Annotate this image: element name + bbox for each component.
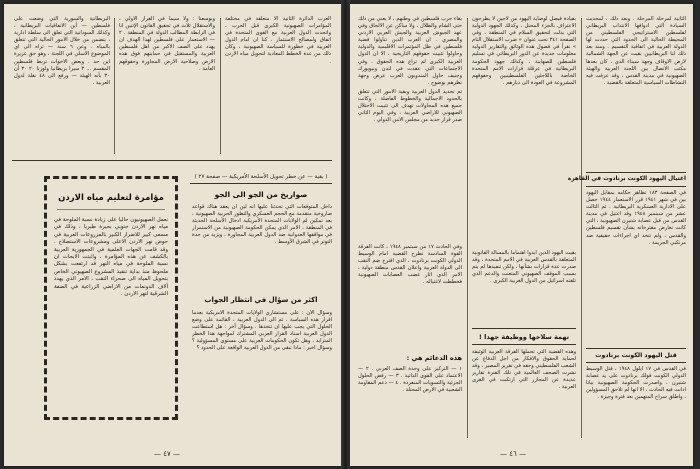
subhead-rule	[586, 362, 686, 363]
column-text: وفي الحادث ١٧ من سبتمبر ١٩٤٨ ، كانت الفرقة القوة السادسة تطرح القضية امام الوسيط الدولي الكونت برنادوت ، الذي اقترح ضم النقب الى الدولة العربية واعلان القدس منطقة دولية ، الامر الذي اثار غضب العصابات الصهيونية فخططت لاغتياله .	[358, 244, 462, 286]
column-divider	[581, 18, 582, 438]
left-top-column-middle	[119, 16, 215, 156]
banner-rule	[190, 183, 332, 184]
column-text: الثانية لمرحلة المرحلة . وبعد ذلك ، لمحديث السيادة التي ادوافها الانتداب البريطاني لفلسطين الاستراتيجي الفلسطيني من المحيطة الحالية الى الحدود التي حددت لها الدولة العربية في اتفاقية التقسيم . ومنذ بعد ذلك لنا البريطانيين بقيت عن الجهة الشمالية لارض الاوقاف وجهة سيناء الذي ، كان بعدها مكتب الاتصال بين اللجنة العربية والهيئة الصهيونية في مدينة القدس ، وقد عرفت فيه النشاطات السياسية المتعلقة بالقضية .	[586, 16, 686, 86]
section-rule	[12, 160, 332, 161]
right-column-3-middle	[358, 244, 462, 350]
article-subtitle: اكثر من سؤال في انتظار الجواب	[204, 296, 318, 304]
subhead-rule	[586, 186, 686, 187]
col1-subhead: اغتيال اليهود الكونت برنادوت في القاهرة	[567, 176, 686, 182]
article-text: وسؤال الآن : على مستشاري الولايات المتحدة الأمريكية بعدما اقرار هذه السياسة . ثم الى الدول العربية ، القائمة على وضع الحلول التي يجب عليها ان تتخذها . وسؤال آخر : هل استطاعت الدول العربية اسناد القرار العربي المشترك لمواجهة هذا الخطر المتزايد ، وهل تكون الحكومات العربية على مستوى المسؤولية ؟ وسؤال اخير : ماذا تبقى من الدول العربية الواقعة على الحدود ؟	[192, 310, 332, 352]
right-column-2-bottom	[472, 349, 576, 437]
col3-subhead: هذه الدعائم هي :	[406, 354, 462, 362]
article-text: داخل المتوقعات التي تحدثنا عليها انه لين ان يعقد هناك قواعد صاروخية متقدمة مع الحجم العسكري والتطور الحربية الصهيونية ، بعد تمكين لم الولايات المتحدة الأمريكية ادخال الأسلحة الحديثة في المنطقة ، الامر الذي يمكن الحكومة الصهيونية من الاستمرار في مواقفها العدوانية ضد الدول العربية المجاورة ، ويزيد من حدة التوتر في الشرق الأوسط .	[192, 204, 332, 246]
left-top-column-left	[14, 16, 110, 156]
column-text: ثم تحديد الدول العربية وبقية الامور التي تتعلق بالحدود الاجمالية والخطوط الفاصلة ، وكانت جميع هذه المحاولات تهدف الى تثبيت الاحتلال الصهيوني للاراضي العربية ، وفي اليوم الثاني صدر قرار جديد من مجلس الامن الدولي .	[358, 88, 462, 124]
continued-banner: ( بقية — عن خطر تحويل الأسلحة الأمريكية — صفحة ٢٧ )	[194, 174, 328, 180]
subhead-rule	[472, 344, 576, 345]
column-divider	[467, 18, 468, 438]
column-text: في الصفحة ١٨٣ تظاهر حكامه بمقابل اليهود بين في شهر ١٩٤١ قرر الاستعمار ١٩٤٤ حصل على الادارية العسكرية البريطانية . ثم الثالث عشر من سبتمبر ١٩٤٨ وقد اغتيل في مدينة القدس من قبل عصابة شتيرن الصهيونية ، التي كانت تعارض مقترحاته بشأن تقسيم فلسطين والقدس ، ولم تتخذ اي اجراءات حقيقية ضد مرتكبي الجريمة .	[586, 190, 686, 246]
right-column-1-top	[586, 16, 686, 170]
column-divider	[114, 18, 115, 154]
subhead-rule	[472, 328, 576, 329]
column-text: وبوسعنا : ولا سيما في القرار الأولي ، والاستقلال ثلاث في تحقيق القانون الإثنين انا في الرابطة المطالب الدولة في المنطقة . ٢ — الاستعمار على فلسطين لهذا الهدف ان يهدد على الصف الاكبر من اهل فلسطين العربية والمستقبل في حمايتهم فوق هذه الارض وصلاحية الارض المجاورة وحقوقهم العامة .	[119, 16, 215, 72]
sidebar-title-rule	[57, 209, 165, 210]
column-text: بقيادة فيصل لوصاية اليهود من لاجين لا يطرحون الاعتراف بالجزء المحتل ، وكذلك الجهود الدولية التي بذلت لتحقيق السلام في المنطقة ، وفي الصفحة ٣٤١ تحت عنوان « ضرب الاستقلال التام » نقرأ في فصول هذه الوثائق والتقارير الدولية معلومات جديدة عن الدور البريطاني في تسليم فلسطين للصهاينة ، وكذلك جهود الحكومة البريطانية في عرقلة قرارات الامم المتحدة الخاصة باللاجئين الفلسطينيين وحقوقهم المشروعة في العودة الى ديارهم .	[472, 16, 576, 86]
column-divider	[220, 18, 221, 154]
column-text: بقاء حرب فلسطين في وطنهم ، لا يعني من ذلك حتى الشام والظلال ، ولا ساكن عن الالحاق وفي عهد الجيوش العربية والجيش العربي الاردني والمصري . ان العرب الذين تناولوا قضية فلسطين في ظل المؤتمرات الاقليمية والدولية وحاولوا تثبيت حقوقهم التاريخية ، الا ان الدول الغربية الكبرى لم تراع هذه الحقوق . وفي الاجتماعات التي عقدت في لندن ونيويورك وجنيف حاول المندوبون العرب عرض وجهة نظرهم بوضوح .	[358, 16, 462, 86]
sidebar-box	[44, 176, 178, 420]
article-body-part1	[192, 204, 332, 292]
page-number-left: — ٤٧ —	[154, 450, 180, 458]
column-text: وهذه القضية التي تحملها الفرقة العربية الوثيقة لحماية الحقوق والافكار من اجل الدفاع عن الشعب الفلسطيني وحقه في تقرير المصير ، وقد نشرت الصحف العالمية في تلك الفترة تقارير عديدة عن المجازر التي ارتكبت في القرى العربية .	[472, 349, 576, 391]
column-text: البريطانية والسورية التي وضعت على فلسطين — أين الاتفاقيات البريطانية ، وكذلك السودانية التي تعلق الى سلطة ادارية ، يتضمن من خلال الامور الحالية التي تتعلق بالمياه . وعن ٦ سنة — تراه الى اي الموضوع الاسلي في اللجنة ، وهو حق غزيرة ابن حد . وبعض الاخوات تربط فلسطين المقسم ... ٣ سيرا بريطانيا ولوزنا ٢٠ ٣٠ أن ٣٠ بأنه الهيئة — ورفع الى ٤٨ نقلة لدول العربية .	[14, 16, 110, 86]
col1-subhead-2: قتل اليهود الكونت برنادوت	[595, 352, 677, 359]
right-column-3-list	[358, 366, 462, 438]
right-page	[350, 4, 693, 466]
book-gutter	[341, 0, 350, 469]
sidebar-title: مؤامرة لتعليم مياه الاردن	[58, 193, 164, 203]
column-text: ١ — التركيز على وحدة الصف العربي . ٢ — الاعتماد على القوى الذاتية . ٣ — رفض الحلول الجزئية والتسويات المنفردة . ٤ — دعم المقاومة الشعبية في الارض المحتلة .	[358, 366, 462, 394]
sidebar-text: نعمل الصهيونيون حاليا على زيادة نسبة الملوحة في مياه نهر الاردن جنوبي بحيرة طبريا ، وذلك في مسعى كبير للاضرار الكبير بالمزروعات العربية في حوض نهر الاردن الاعلى ومشروعات الاستصلاح . وقد قامت الجهات العلمية في الجمهورية العربية بالكشف عن هذه المؤامرة ، واثبتت الابحاث ان نسبة الملوحة في مياه النهر قد ارتفعت بشكل ملحوظ منذ بداية تنفيذ المشروع الصهيوني الخاص بتحويل المياه الى صحراء النقب ، الامر الذي يهدد آلاف الدونمات من الاراضي الزراعية في الضفة الشرقية لنهر الاردن .	[54, 217, 168, 298]
article-body-part2	[192, 310, 332, 422]
right-column-2-middle	[472, 250, 576, 324]
right-column-1-bottom	[586, 366, 686, 438]
column-text: بقيت اليهود الذين ابدوا اهتماما بالمسألة القانونية المتعلقة بالقدس العربية في الامم المتحدة ، وقد صدرت عدة قرارات بشأنها ، ولكن تنفيذها لم يتم بسبب الموقف الصهيوني المتعنت والدعم الذي تلقته اسرائيل من الدول الغربية الكبرى .	[472, 250, 576, 285]
right-column-1-middle	[586, 190, 686, 346]
column-text: العرب الدائرة الثانية الا متعلقة في مختلفة المؤامرات الصهيونية الكبرى قبل الحرب ، واتحدت الدول العربية مع القوى المتحدة في اتفاق ولمصالح الاستثمار . كنا ان امام الدول العربية في خطورة للسياسة الصهيونية ، وكان ذلك من عدة الخطط المعادية لتحويل مياه الاردن .	[225, 16, 331, 65]
page-number-right: — ٤٦ —	[500, 450, 526, 458]
subhead-rule	[586, 172, 686, 173]
left-top-column-right	[225, 16, 331, 156]
col2-subhead: تهمة سلاحها ووظيفة جهدا !	[478, 333, 570, 341]
sidebar-body	[54, 217, 168, 409]
article-title: صواريخ من الجو الى الجو	[214, 190, 308, 199]
right-column-2-top	[472, 16, 576, 246]
right-column-3-top	[358, 16, 462, 204]
left-page	[4, 4, 341, 466]
column-text: في القدس في ١٧ أيلول ١٩٤٨ ، قتل الوسيط الدولي الكونت فولك برنادوت على يد عصابة شتيرن ، واصدرت الحكومة الصهيونية بيانا ادانت فيه الحادث ، الا انها لم تلاحق المسؤولين ، واطلق سراح المتهمين بعد فترة وجيزة .	[586, 366, 686, 401]
subhead-rule	[586, 348, 686, 349]
